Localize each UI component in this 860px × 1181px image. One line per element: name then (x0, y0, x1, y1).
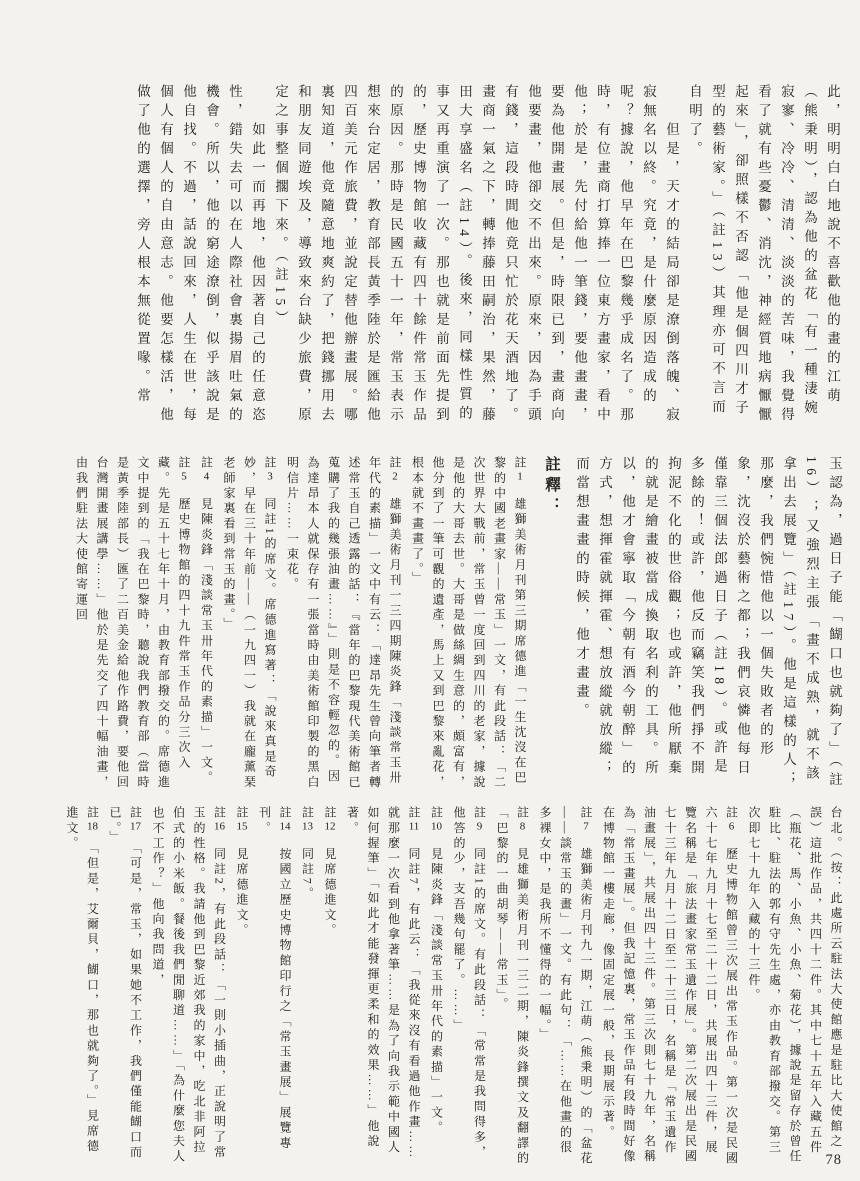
note-text: 同註7，有此云：「我從來沒有看過他作畫……就那麼一次看到他拿著筆……是為了向我示範中國人如何握筆」「如此才能發揮更柔和的效果……」他說著。 (345, 806, 421, 1161)
note-item (148, 806, 230, 1168)
note-label (725, 806, 739, 847)
note-text: 同註1的席文。有此段話：「常常是我問得多，他答的少，支吾幾句罷了。……」 (452, 806, 487, 1161)
note-item (492, 806, 533, 1168)
note-item (232, 806, 253, 1168)
note-label (323, 806, 337, 847)
note-label (513, 456, 527, 497)
note-prefix: 註 (515, 806, 530, 822)
note-text: 見陳炎鋒「淺談常玉卅年代的素描」一文。 (429, 847, 444, 1137)
note-label (129, 806, 143, 847)
note-prefix: 註 (323, 806, 337, 822)
note-number: 5 (181, 471, 187, 483)
note-label (200, 456, 214, 497)
note-item (407, 456, 530, 794)
note-number: 7 (583, 821, 589, 833)
note-label (388, 456, 402, 497)
note-prefix: 註 (513, 456, 527, 472)
note-prefix: 註 (199, 456, 214, 472)
note-item (535, 806, 597, 1168)
note-label (473, 806, 487, 847)
note-text: 見雄獅美術月刊一三二期，陳炎鋒撰文及翻譯的「巴黎的一曲胡琴——常玉」。 (495, 806, 530, 1167)
note-number: 10 (431, 821, 442, 833)
note-label (579, 806, 593, 847)
note-label (235, 806, 249, 847)
main-paragraph: 如此一而再地，他因著自己的任意恣性，錯失去可以在人際社會裏揚眉吐氣的機會。所以，他的窮途潦倒，似乎該說是他自找。不過，話說回來，人生在世，每個人有個人的自由意志。他要怎樣活，他做了他的選擇，旁人根本無從置喙。常 (135, 84, 265, 426)
note-item (196, 456, 217, 794)
note-label (430, 806, 444, 847)
note-number: 1 (517, 471, 523, 483)
note-number: 6 (728, 821, 735, 833)
note-label (263, 456, 277, 497)
note-prefix: 註 (300, 806, 315, 822)
note-text: 「但是，艾爾貝，餬口，那也就夠了。」見席德進文。 (65, 806, 100, 1155)
note-number: 15 (236, 821, 248, 833)
note-label (407, 806, 421, 847)
notes-section-upper (50, 456, 846, 794)
note-text: 歷史博物館的四十九件常玉作品分三次入藏。先是五十七年十月，由教育部撥交的。席德進文中提到的「我在巴黎時，聽說我們教育部（當時是黃季陸部長）匯了二百美金給他作路費，要他回台灣開畫展講學……」他於是先交了四十幅油畫，由我們駐法大使館寄運回 (74, 456, 191, 791)
note-item (598, 806, 742, 1168)
note-text: 「可是，常玉，如果她不工作，我們僅能餬口而已。」 (108, 806, 143, 1161)
note-text: 同註2，有此段話：「一則小插曲，正說明了常玉的性格。我請他到巴黎近郊我的家中，吃北非阿拉伯式的小米飯。餐後我們閒聊道……」「為什麼您夫人也不工作？」他向我問道， (151, 806, 227, 1165)
note-text: 同註7。 (300, 847, 315, 903)
note-prefix: 註 (579, 806, 593, 822)
note-number: 16 (214, 821, 225, 833)
page-number: 78 (825, 1152, 842, 1168)
note-prefix: 註 (472, 806, 487, 822)
note-text: 見陳炎鋒「淺談常玉卅年代的素描」一文。 (199, 497, 214, 787)
note-prefix: 註 (235, 806, 249, 822)
note-item (449, 806, 490, 1168)
note-text: 見席德進文。 (235, 847, 249, 939)
note-number: 9 (476, 821, 483, 833)
note-label (177, 456, 191, 497)
note-item (219, 456, 281, 794)
note-number: 14 (279, 821, 291, 833)
note-label (278, 806, 292, 847)
note-text: 歷史博物館曾三次展出常玉作品。第一次是民國六十七年九月十七至二十二日，共展出四十三件，展覽名稱是「旅法畫家常玉遺作展」。第二次展出是民國七十三年九月十二日至二十三日，名稱是「常玉遺作油畫展」，共展出四十三件。第三次則七十九年，名稱為「常玉畫展」。但我記憶裏，常玉作品有段時間好像在博物館一樓走廊，像固定展一般，長期展示著。 (601, 806, 739, 1167)
note-item (62, 806, 103, 1168)
note-prefix: 註 (85, 806, 100, 822)
note-label (301, 806, 315, 847)
note-prefix: 註 (128, 806, 143, 822)
note-prefix: 註 (407, 806, 421, 822)
note-text: 按國立歷史博物館印行之「常玉畫展」展覽專刊。 (257, 806, 292, 1152)
note-number: 11 (408, 821, 420, 833)
main-paragraph: 但是，天才的結局卻是潦倒落魄、寂寂無名以終。究竟，是什麼原因造成的呢？據說，他早年在巴黎幾乎成名了。那時，有位畫商打算捧一位東方畫家，看中他；於是，先付給他一筆錢，要他畫畫，要為他開畫展。但是，時限已到，畫商向他要畫，他卻交不出來。原來，因為手頭有錢，這段時間他竟只忙於花天酒地了。畫商一氣之下，轉捧藤田嗣治，果然，藤田大享盛名（註14）。後來，同樣性質的事又再重演了一次。那也就是前面先提到的，歷史博物館收藏有四十餘件常玉作品的原因。那時是民國五十一年，常玉表示想來台定居，教育部長黃季陸於是匯給他四百美元作旅費，並說定替他辦畫展。哪裏知道，他竟隨意地爽約了，把錢挪用去和朋友同遊埃及，導致來台缺少旅費，原定之事整個擱下來。（註15） (273, 84, 679, 426)
note-prefix: 註 (278, 806, 292, 822)
note-label (516, 806, 530, 847)
note-number: 2 (392, 471, 398, 483)
note-continuation: 台北。（按：此處所云駐法大使館應是駐比大使館之誤）這批作品，共四十二件。其中七十五年入藏五件（瓶花、馬、小魚、小魚、菊花），據說是留存於曾任駐比、駐法的郭有守先生處，亦由教育部撥交。第三次即七十九年入藏的十三件。 (747, 806, 843, 1165)
note-item (426, 806, 447, 1168)
notes-header: 註釋： (543, 456, 560, 518)
note-prefix: 註 (263, 456, 277, 472)
note-number: 18 (87, 821, 98, 833)
note-prefix: 註 (388, 456, 402, 472)
note-prefix: 註 (212, 806, 227, 822)
note-item (342, 806, 424, 1168)
note-label (213, 806, 227, 847)
note-number: 3 (267, 471, 273, 483)
note-text: 見席德進文。 (323, 847, 337, 939)
note-number: 4 (203, 471, 210, 483)
notes-section-lower (50, 806, 846, 1168)
note-prefix: 註 (177, 456, 191, 472)
note-text: 同註1的席文。席德進寫著：「說來真是奇妙，早在三十年前——（一九四一）我就在龐薰琹老師家裏看到常玉的畫。」 (222, 456, 277, 791)
note-item (254, 806, 295, 1168)
note-item (71, 456, 194, 794)
note-number: 17 (130, 821, 141, 833)
note-text: 雄獅美術月刊一三四期陳炎鋒「淺談常玉卅年代的素描」一文中有云：「達昂先生曾向筆者轉述常玉自己透露的話：『當年的巴黎現代美術館已蒐購了我的幾張油畫……』」則是不容輕忽的。因為達昂本人就保存有一張當時由美術館印製的黑白明信片……一束花。 (285, 456, 402, 791)
note-number: 13 (302, 821, 313, 833)
note-number: 12 (324, 821, 336, 833)
note-prefix: 註 (724, 806, 739, 822)
main-paragraph-continuation: 玉認為，過日子能「餬口也就夠了」（註16）；又強烈主張「畫不成熟，就不該拿出去展覽」（註17）。他是這樣的人；那麼，我們惋惜他以一個失敗者的形象，沈沒於藝術之都；我們哀憐他每日僅靠三個法郎過日子（註18）。或許是多餘的！或許，他反而竊笑我們掙不開拘泥不化的世俗觀；也或許，他所厭棄的就是繪畫被當成換取名利的工具。所以，他才會寧取「今朝有酒今朝醉」的方式，想揮霍就揮霍、想放縱就放縱；而當想畫畫的時候，他才畫畫。 (574, 456, 842, 792)
note-label (86, 806, 100, 847)
note-item (282, 456, 405, 794)
note-number: 8 (519, 821, 526, 833)
note-item (105, 806, 146, 1168)
note-prefix: 註 (429, 806, 444, 822)
note-text: 雄獅美術月刊第三期席德進「一生沈沒在巴黎的中國老畫家——常玉」一文，有此段話：「二次世界大戰前，常玉曾一度回到四川的老家，據說是他的大哥去世。大哥是做絲綢生意的，頗富有，他分到了一筆可觀的遺產，馬上又到巴黎來亂花，根本就不畫畫了。」 (410, 456, 527, 791)
note-text: 雄獅美術月刊九一期，江萌（熊秉明）的「盆花——談常玉的畫」一文。有此句：「……在他畫的很多裸女中，是我所不懂得的一幅。」 (538, 806, 593, 1167)
main-paragraph: 此，明明白白地說不喜歡他的畫的江萌（熊秉明），認為他的盆花「有一種淒婉寂寥、冷冷、清清、淡淡的苦味，我覺得看了就有些憂鬱、消沈，神經質地病懨懨起來」，卻照樣不否認「他是個四川才子型的藝術家。」（註13）其理亦可不言而自明了。 (687, 84, 840, 426)
note-item (320, 806, 341, 1168)
note-item (297, 806, 318, 1168)
main-text-section (52, 84, 844, 434)
